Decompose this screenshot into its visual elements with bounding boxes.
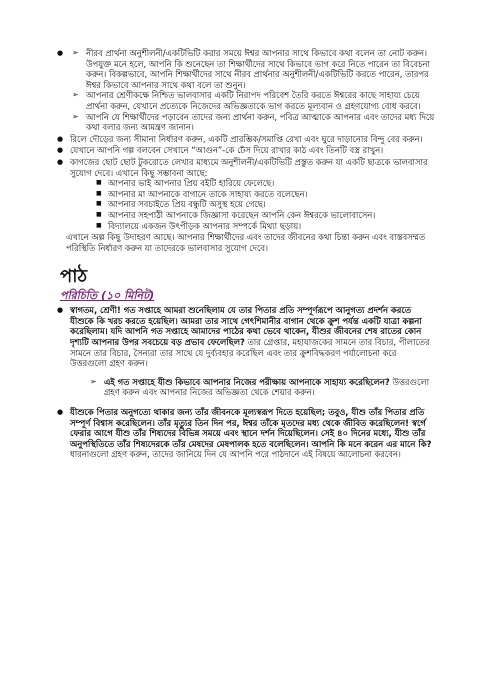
sub-list-item: ■ আপনার সবচাইতে প্রিয় বন্ধুটি অসুস্থ হয়ে গেছে। [96, 199, 435, 210]
prayer-sub-list [72, 48, 435, 133]
list-item [60, 157, 435, 231]
sub-list-item [90, 377, 435, 398]
spacer [70, 398, 435, 406]
sub-list-item: ■ আপনার ভাই আপনার প্রিয় বইটি হারিয়ে ফেলেছে। [96, 178, 435, 189]
sub-list-item: ➢ আপনি যে শিক্ষার্থীদের পড়াবেন তাদের জন্য প্রার্থনা করুন, পবিত্র আত্মাকে আপনার এবং তাদের মধ্য দিয়ে কথা বলার জন্য আমন্ত্রণ জানান। [72, 112, 435, 133]
normal-text: ধারনাগুলো গ্রহণ করুন, তাদের জানিয়ে দিন যে আপনি পরে পাঠদানে এই বিষয়ে আলোচনা করবেন। [70, 449, 401, 460]
sub-list-item: ■ আপনার মা আপনাকে বাগানে তাকে সাহায্য করতে বলেছেন। [96, 189, 435, 200]
sub-list-item: ■ আপনার সহপাঠী আপনাকে জিজ্ঞাসা করেছেন আপনি কেন ঈশ্বরকে ভালোবাসেন। [96, 210, 435, 221]
list-item [60, 407, 435, 460]
section-title: পাঠ [60, 266, 88, 288]
introduction-list [60, 305, 435, 460]
list-item-text: কাগজের ছোট ছোট টুকরোতে লেখার মাধ্যমে অনুশীলনী/একটিভিটি প্রস্তুত করুন যা একটি ছাত্রকে ভালবাসার সুযোগ দেবে। এখানে কিছু সম্ভাবনা আছে: [70, 156, 428, 178]
sub-list-item: ➢ ● নীরব প্রার্থনা অনুশীলনী/একটিভিটি করার সময়ে ঈশ্বর আপনার সাথে কিভাবে কথা বলেন তা নোট করুন। উপযুক্ত মনে হলে, আপনি কি শুনেছেন তা শিক্ষার্থীদের সাথে কিভাবে ভাগ করে নিতে পারেন তা বিবেচনা করুন। বিকল্পভাবে, আপনি শিক্ষার্থীদের সাথে নীরব প্রার্থনার অনুশীলনী/একটিভিটি করতে পারেন, তারপর ঈশ্বর কিভাবে আপনার সাথে কথা বলে তা শুনুন। [72, 48, 435, 90]
list-item [60, 48, 435, 133]
bold-text: এই গত সপ্তাহে যীশু কিভাবে আপনার নিজের পরীক্ষায় আপনাকে সাহায্য করেছিলেন? [104, 376, 390, 387]
bold-text: যীশুকে পিতার অনুগত্যে থাকার জন্য তাঁর জীবনকে মূল্যস্বরূপ দিতে হয়েছিল; তবুও, যীশু তাঁর পিতার প্রতি সম্পূর্ণ বিশ্বাস করেছিলেন। তাঁর মৃত্যুর তিন দিন পর, ঈশ্বর তাঁকে মৃতদের মধ্য থেকে জীবিত করেছিলেন! স্বর্গে ফেরার আগে যীশু তাঁর শিষ্যদের বিভিন্ন সময়ে এবং স্থানে দর্শন দিয়েছিলেন। সেই ৪০ দিনের মধ্যে, যীশু তাঁর অনুপস্থিতিতে তাঁর শিষ্যদেরকে তাঁর মেষদের মেষপালক হতে বলেছিলেন। আপনি কি মনে করেন এর মানে কি? [70, 407, 432, 449]
preparation-list [60, 48, 435, 231]
paragraph: এখানে অল্প কিছু উদাহরণ আছে। আপনার শিক্ষার্থীদের এবং তাদের জীবনের কথা চিন্তা করুন এবং বাস্তবসম্মত পরিস্থিতি নির্ধারণ করুন যা তাদেরকে ভালবাসার সুযোগ দেবে। [66, 232, 426, 253]
list-item [60, 305, 435, 406]
list-item: ● রিলে দৌড়ের জন্য সীমানা নির্ধারণ করুন, একটি প্রারম্ভিক/সমাপ্তি রেখা এবং ঘুরে দাড়ানোর বিন্দু বের করুন। [60, 134, 435, 145]
question-sub-list [90, 377, 435, 398]
sub-list-item: ■ বিদ্যালয়ে একজন উৎপীড়ক আপনার সম্পর্কে মিথ্যা ছড়ায়। [96, 221, 435, 232]
section-subtitle: পরিচিতি (১০ মিনিট) [60, 289, 155, 303]
list-item: ● যেখানে আপনি গল্প বলবেন সেখানে “আগুন”-কে ঢেঁস দিয়ে রাখার কাঠ এবং তিনটি বস্ত্র রাখুন। [60, 145, 435, 156]
normal-text: তার গ্রেপ্তার, মহাযাজকের সামনে তার বিচার, পীলাতের সামনে তার বিচার, সৈন্যরা তার সাথে যে দুর্ব্যবহার করেছিল এবং তার ক্রুশবিদ্ধকরণ পর্যালোচনা করে উত্তরগুলো গ্রহণ করুন। [70, 337, 430, 369]
normal-text: উত্তরগুলো গ্রহণ করুন এবং আপনার নিজের অভিজ্ঞতা থেকে শেয়ার করুন। [104, 376, 430, 398]
sub-list-item: ➢ আপনার শ্রেণীকক্ষে নিশ্চিত ভালবাসার একটি নিরাপদ পরিবেশ তৈরি করতে ঈশ্বরের কাছে সাহায্য চেয়ে প্রার্থনা করুন, যেখানে প্রত্যেকে নিজেদের অভিজ্ঞতাকে ভাগ করতে মূল্যবান ও গ্রহণযোগ্য বোধ করবে। [72, 90, 435, 111]
scenario-sub-list [96, 178, 435, 231]
bold-text: স্বাগতম, শ্রেণী! গত সপ্তাহে আমরা শুনেছিলাম যে তার পিতার প্রতি সম্পূর্ণরূপে আনুগত্য প্রদর্শন করতে যীশুকে কি খরচ করতে হয়েছিল। আমরা তার সাথে গেৎশিমানীর বাগান থেকে ক্রুশ পর্যন্ত একটি যাত্রা কল্পনা করেছিলাম। যদি আপনি গত সপ্তাহে আমাদের পাঠের কথা ভেবে থাকেন, যীশুর জীবনের শেষ রাতের কোন দৃশ্যটি আপনার উপর সবচেয়ে বড় প্রভাব ফেলেছিল? [70, 305, 422, 348]
spacer [70, 369, 435, 377]
